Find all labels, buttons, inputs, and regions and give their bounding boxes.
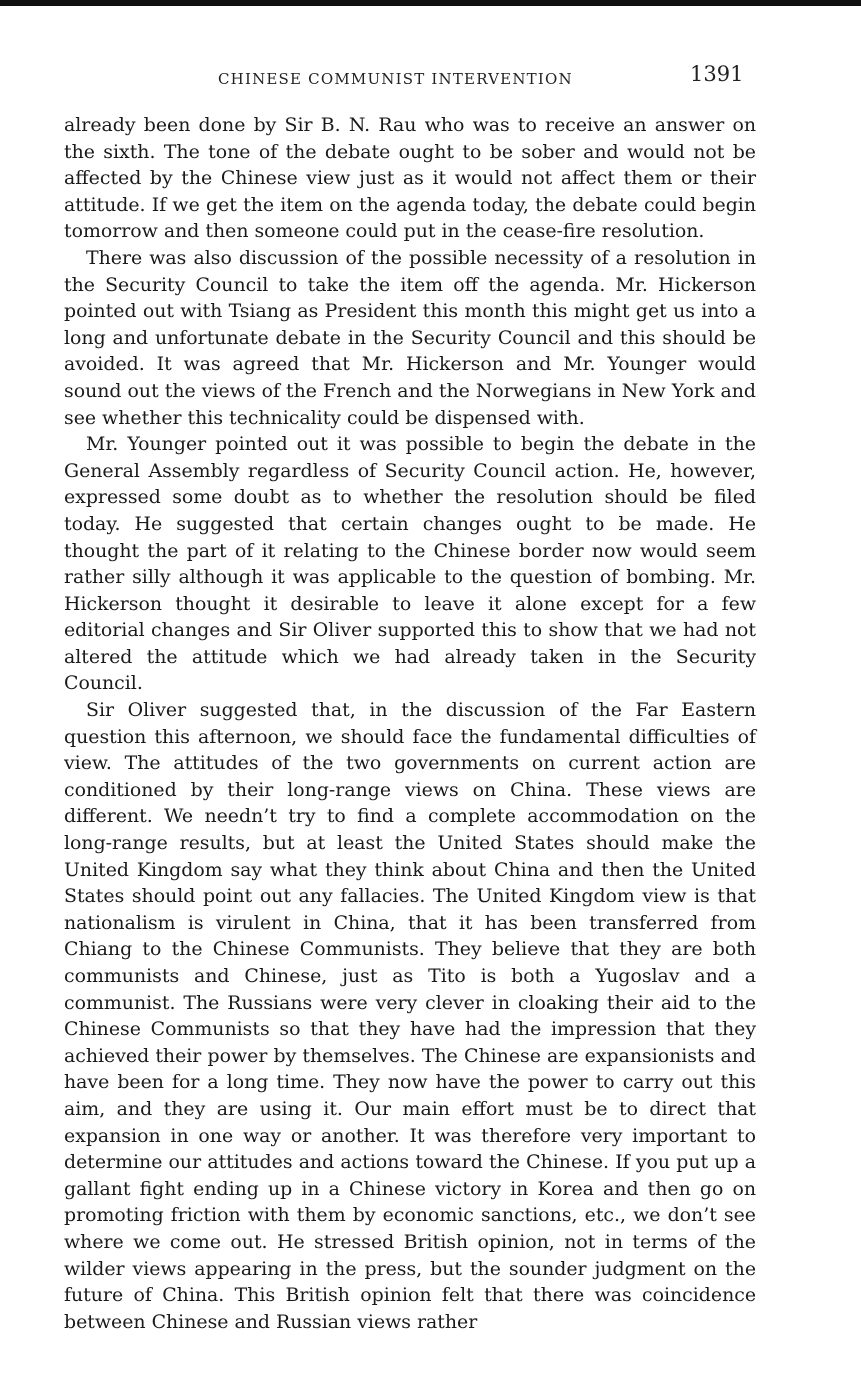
paragraph: Sir Oliver suggested that, in the discussion of the Far Eastern question this afternoon, we should face the fundamental difficulties of view. The attitudes of the two governments on current action are conditioned by their long-range views on China. These views are different. We needn’t try to find a complete accommodation on the long-range results, but at least the United States should make the United Kingdom say what they think about China and then the United States should point out any fallacies. The United Kingdom view is that nationalism is virulent in China, that it has been transferred from Chiang to the Chinese Communists. They believe that they are both communists and Chinese, just as Tito is both a Yugoslav and a communist. The Russians were very clever in cloaking their aid to the Chinese Communists so that they have had the impression that they achieved their power by themselves. The Chinese are expansionists and have been for a long time. They now have the power to carry out this aim, and they are using it. Our main effort must be to direct that expansion in one way or another. It was therefore very important to determine our attitudes and actions toward the Chinese. If you put up a gallant fight ending up in a Chinese victory in Korea and then go on promoting friction with them by economic sanctions, etc., we don’t see where we come out. He stressed British opinion, not in terms of the wilder views appearing in the press, but the sounder judgment on the future of China. This British opinion felt that there was coincidence between Chinese and Russian views rather [64,699,756,1333]
paragraph: Mr. Younger pointed out it was possible to begin the debate in the General Assembly regardless of Security Council action. He, however, expressed some doubt as to whether the resolution should be filed today. He suggested that certain changes ought to be made. He thought the part of it relating to the Chinese border now would seem rather silly although it was applicable to the question of bombing. Mr. Hickerson thought it desirable to leave it alone except for a few editorial changes and Sir Oliver supported this to show that we had not altered the attitude which we had already taken in the Security Council. [64,433,756,695]
paragraph-continued: already been done by Sir B. N. Rau who was to receive an answer on the sixth. The tone of the debate ought to be sober and would not be affected by the Chinese view just as it would not affect them or their attitude. If we get the item on the agenda today, the debate could begin tomorrow and then someone could put in the cease-fire resolution. [64,114,756,243]
running-title: CHINESE COMMUNIST INTERVENTION [218,70,573,88]
body-text [64,112,756,1333]
running-head [0,62,861,92]
paragraph: There was also discussion of the possible necessity of a resolution in the Security Council to take the item off the agenda. Mr. Hickerson pointed out with Tsiang as President this month this might get us into a long and unfortunate debate in the Security Council and this should be avoided. It was agreed that Mr. Hickerson and Mr. Younger would sound out the views of the French and the Norwegians in New York and see whether this technicality could be dispensed with. [64,246,756,429]
top-edge-rule [0,0,861,6]
page-number: 1391 [690,62,744,86]
